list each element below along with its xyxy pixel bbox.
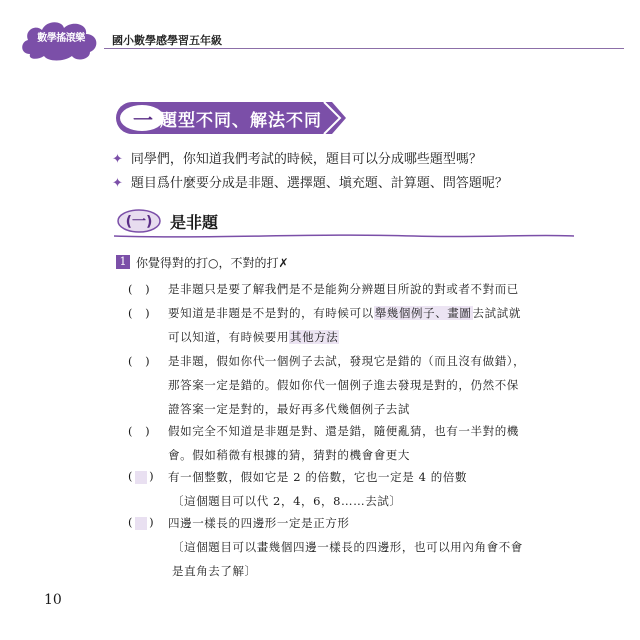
bullet-text: 同學們，你知道我們考試的時候，題目可以分成哪些題型嗎？ [130,152,482,167]
item-1-line-1: 是非題只是要了解我們是不是能夠分辨題目所說的對或者不對而已 [168,282,519,296]
item-3-line-3: 證答案一定是對的，最好再多代幾個例子去試 [168,402,410,416]
answer-paren-1[interactable]: ( ) [128,282,151,296]
item-2-line-2 [168,329,339,345]
paren-right: ) [149,515,155,529]
series-title: 國小數學感學習五年級 [112,34,222,47]
answer-box[interactable] [135,517,147,530]
item-text: 去試試就 [472,306,521,320]
answer-paren-6[interactable] [128,515,154,530]
paren-left: ( [128,469,134,483]
logo-text: 數學搖滾樂 [37,33,85,44]
item-4-line-2: 會。假如稍微有根據的猜，猜對的機會會更大 [168,448,410,462]
answer-box[interactable] [135,471,147,484]
question-number: 1 [116,255,130,269]
paren-left: ( [128,515,134,529]
answer-paren-3[interactable]: ( ) [128,354,151,368]
item-3-line-1: 是非題，假如你代一個例子去試，發現它是錯的（而且沒有做錯）， [168,354,526,368]
answer-paren-5[interactable] [128,469,154,484]
item-text: 要知道是非題是不是對的，有時候可以 [168,306,374,320]
item-6-line-1: 四邊一樣長的四邊形一定是正方形 [168,516,350,530]
bullet-2 [112,172,508,191]
item-5-line-1: 有一個整數，假如它是 2 的倍數，它也一定是 4 的倍數 [168,470,468,484]
section-title: 題型不同、解法不同 [160,111,322,131]
section-number: 一 [133,108,153,132]
item-6-line-3: 是直角去了解〕 [172,564,257,578]
paren-right: ) [149,469,155,483]
subsection-rule [114,232,574,240]
highlight: 其他方法 [290,330,339,344]
item-text: 可以知道，有時候要用 [168,330,289,344]
item-4-line-1: 假如完全不知道是非題是對、還是錯，隨便亂猜，也有一半對的機 [168,424,519,438]
diamond-icon: ✦ [112,176,123,191]
item-2-line-1 [168,305,521,321]
subsection-title: 是非題 [170,213,219,232]
question-text: 你覺得對的打○，不對的打✗ [136,256,289,270]
header-rule [104,48,624,49]
item-6-line-2: 〔這個題目可以畫幾個四邊一樣長的四邊形，也可以用內角會不會 [172,540,523,554]
item-3-line-2: 那答案一定是錯的。假如你代一個例子進去發現是對的，仍然不保 [168,378,519,392]
answer-paren-4[interactable]: ( ) [128,424,151,438]
bullet-text: 題目爲什麼要分成是非題、選擇題、塡充題、計算題、問答題呢？ [130,176,508,191]
diamond-icon: ✦ [112,152,123,167]
highlight: 舉幾個例子、畫圖 [374,306,472,320]
subsection-number: (一) [125,214,153,230]
item-5-line-2: 〔這個題目可以代 2，4，6，8……去試〕 [172,494,402,508]
answer-paren-2[interactable]: ( ) [128,306,151,320]
page-number: 10 [44,592,62,608]
bullet-1 [112,148,482,167]
